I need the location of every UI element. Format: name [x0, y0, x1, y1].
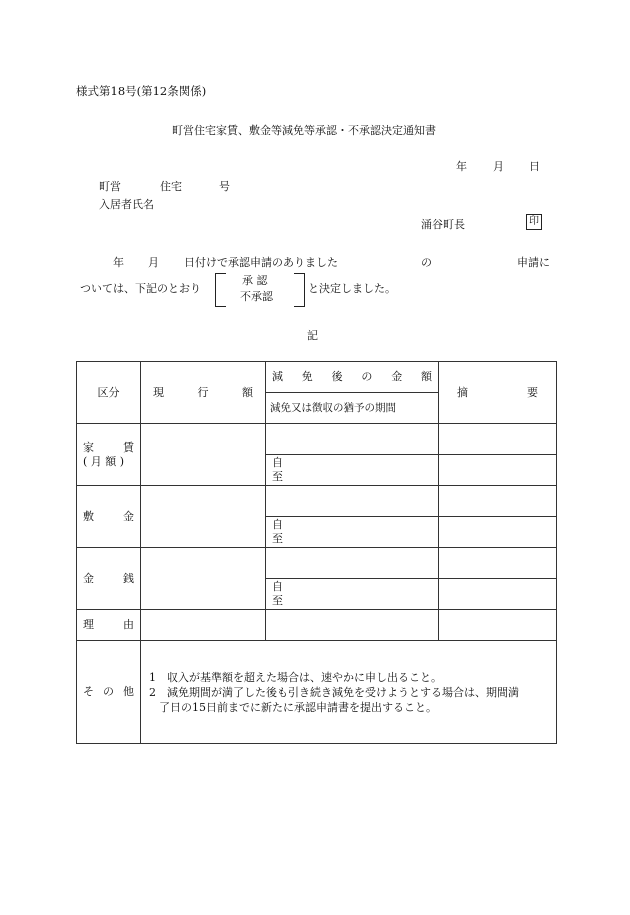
note-1: 1 収入が基準額を超えた場合は、速やかに申し出ること。 [149, 670, 442, 684]
body-request: 申請に [517, 256, 550, 269]
row-other-notes [141, 641, 557, 744]
date-year-label: 年 [456, 160, 467, 173]
row-rent-amount [266, 424, 439, 455]
row-rent-label: 家 賃 ( 月 額 ) [77, 424, 141, 486]
row-reason-remarks [439, 610, 557, 641]
body-year: 年 [113, 256, 124, 269]
note-2-cont: 了日の15日前までに新たに承認申請書を提出すること。 [159, 700, 437, 714]
row-deposit-remarks-2 [439, 517, 557, 548]
form-number: 様式第18号(第12条関係) [76, 84, 207, 98]
row-money-label: 金 銭 [77, 548, 141, 610]
header-period: 減免又は徴収の猶予の期間 [266, 393, 439, 424]
housing-suffix: 住宅 [160, 180, 182, 193]
header-category: 区分 [77, 362, 141, 424]
choice-approve: 承 認 [242, 274, 268, 287]
body-decided: と決定しました。 [308, 282, 396, 295]
body-month: 月 [148, 256, 159, 269]
choice-bracket-right [294, 273, 305, 307]
row-deposit-amount [266, 486, 439, 517]
choice-reject: 不承認 [240, 290, 273, 303]
date-month-label: 月 [493, 160, 504, 173]
row-rent-remarks-2 [439, 455, 557, 486]
date-day-label: 日 [529, 160, 540, 173]
header-current-amount: 現 行 額 [141, 362, 266, 424]
row-money-remarks [439, 548, 557, 579]
document-title: 町営住宅家賃、敷金等減免等承認・不承認決定通知書 [172, 124, 436, 137]
body-regarding: ついては、下記のとおり [80, 282, 201, 295]
row-deposit-label: 敷 金 [77, 486, 141, 548]
row-deposit-remarks [439, 486, 557, 517]
row-money-remarks-2 [439, 579, 557, 610]
body-of: の [421, 256, 432, 269]
note-2: 2 減免期間が満了した後も引き続き減免を受けようとする場合は、期間満 [149, 685, 519, 699]
row-rent-current [141, 424, 266, 486]
unit-number-label: 号 [219, 180, 230, 193]
row-deposit-period: 自 至 [266, 517, 439, 548]
row-rent-period: 自 至 [266, 455, 439, 486]
row-reason-label: 理 由 [77, 610, 141, 641]
row-money-amount [266, 548, 439, 579]
body-dated-applied: 日付けで承認申請のありました [184, 256, 338, 269]
header-remarks: 摘 要 [439, 362, 557, 424]
resident-name-label: 入居者氏名 [99, 198, 154, 211]
detail-table [76, 361, 557, 744]
header-amount-after: 減 免 後 の 金 額 [266, 362, 439, 393]
choice-bracket-left [215, 273, 226, 307]
row-deposit-current [141, 486, 266, 548]
issuer-name: 涌谷町長 [421, 218, 465, 231]
row-reason-amount [266, 610, 439, 641]
row-other-label: そ の 他 [77, 641, 141, 744]
row-reason-current [141, 610, 266, 641]
row-money-period: 自 至 [266, 579, 439, 610]
row-rent-remarks [439, 424, 557, 455]
ki-heading: 記 [307, 329, 318, 342]
housing-prefix: 町営 [99, 180, 121, 193]
seal-stamp: 印 [526, 214, 542, 230]
row-money-current [141, 548, 266, 610]
